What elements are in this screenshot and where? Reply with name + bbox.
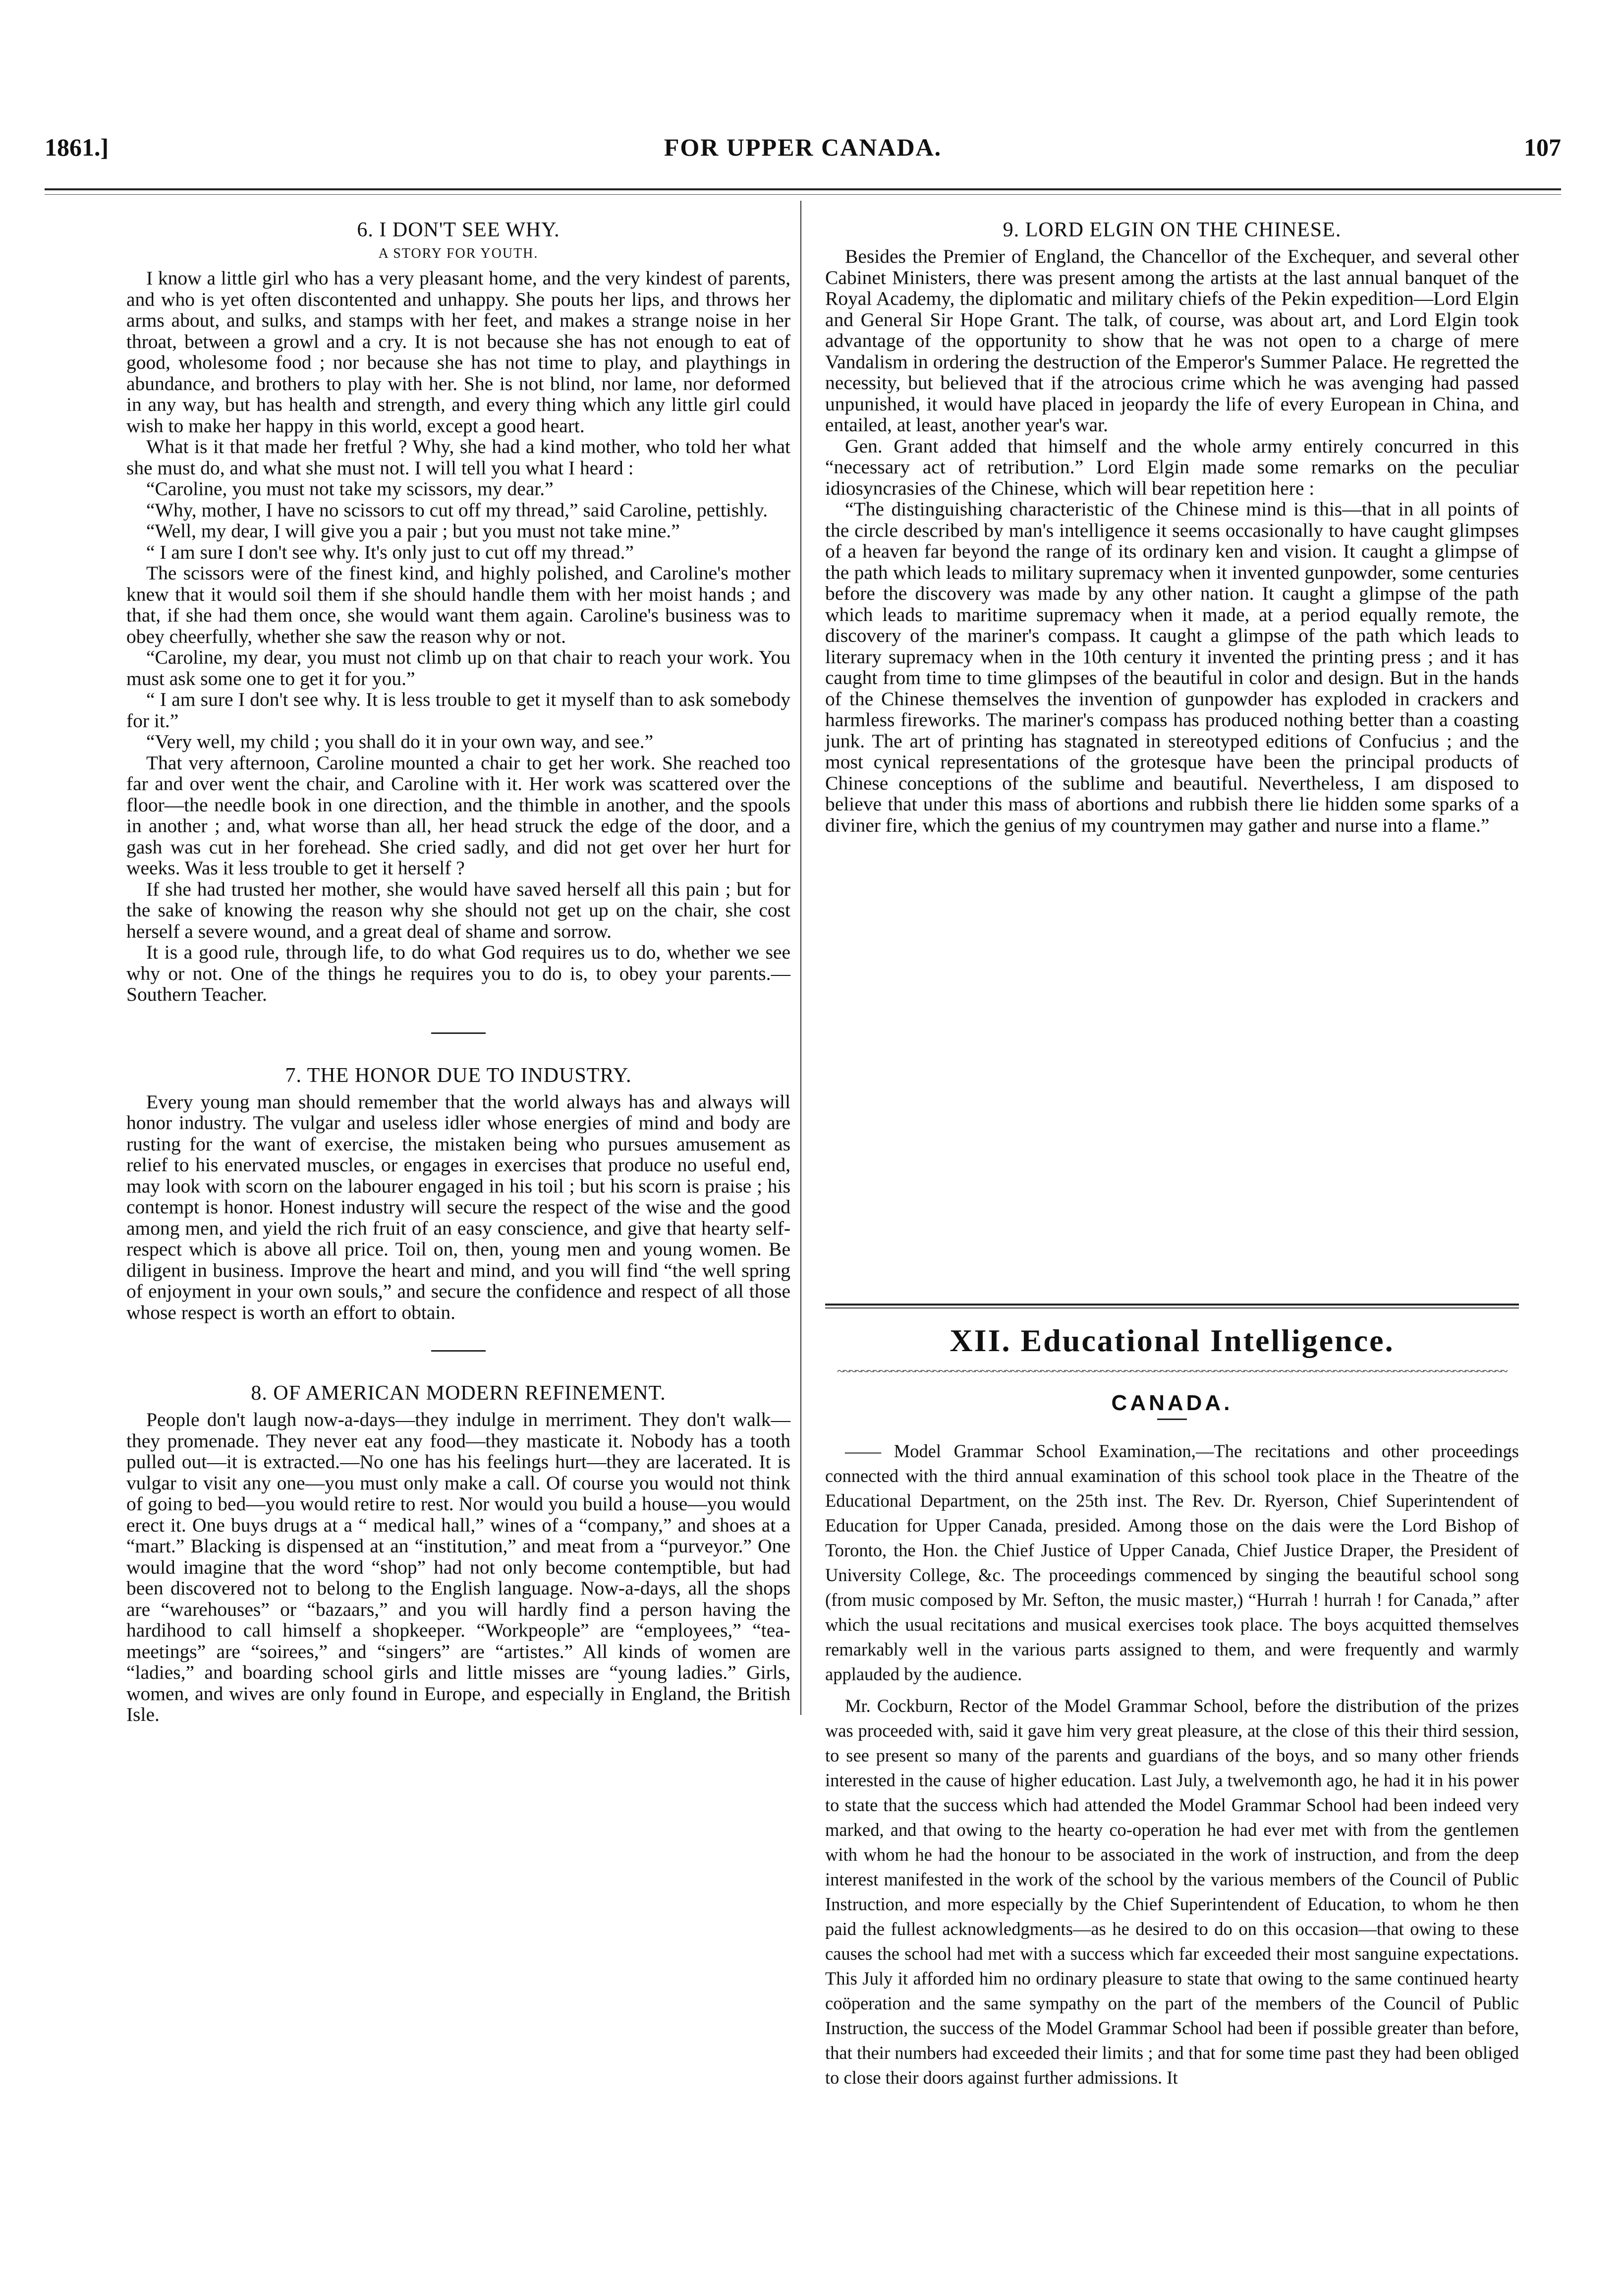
- s6-paragraph: “Well, my dear, I will give you a pair ; but you must not take mine.”: [146, 520, 680, 542]
- s6-paragraph: “Why, mother, I have no scissors to cut off my thread,” said Caroline, pettishly.: [146, 499, 768, 521]
- s6-paragraph: If she had trusted her mother, she would have saved herself all this pain ; but for the sake of knowing the reason why she should not get up on the chair, she cost herself a severe wound, and a great deal of shame and sorrow.: [126, 878, 790, 942]
- canada-subheading: CANADA.: [1111, 1391, 1233, 1415]
- header-title: FOR UPPER CANADA.: [664, 133, 942, 161]
- s12-paragraph: —— Model Grammar School Examination,—The recitations and other proceedings connected with the third annual examination of this school took place in the Theatre of the Educational Department, on the 25th inst. The Rev. Dr. Ryerson, Chief Superintendent of Education for Upper Canada, presided. Among those on the dais were the Lord Bishop of Toronto, the Hon. the Chief Justice of Upper Canada, Chief Justice Draper, the President of University College, &c. The proceedings commenced by singing the beautiful school song (from music composed by Mr. Sefton, the music master,) “Hurrah ! hurrah ! for Canada,” after which the usual recitations and musical exercises took place. The boys acquitted themselves remarkably well in the various parts assigned to them, and were frequently and warmly applauded by the audience.: [825, 1441, 1519, 1684]
- s9-paragraph: “The distinguishing characteristic of the Chinese mind is this—that in all points of the circle described by man's intelligence it seems occasionally to have caught glimpses of a heaven far beyond the range of its ordinary ken and vision. It caught a glimpse of the path which leads to military supremacy when it invented gunpowder, some centuries before the discovery was made by any other nation. It caught a glimpse of the path which leads to maritime supremacy when it made, at a period equally remote, the discovery of the mariner's compass. It caught a glimpse of the path which leads to literary supremacy when in the 10th century it invented the printing press ; and it has caught from time to time glimpses of the beautiful in color and design. But in the hands of the Chinese themselves the invention of gunpowder has exploded in crackers and harmless fireworks. The mariner's compass has produced nothing better than a coasting junk. The art of printing has stagnated in stereotyped editions of Confucius ; and the most cynical representations of the grotesque have been the principal products of Chinese conceptions of the sublime and beautiful. Nevertheless, I am disposed to believe that under this mass of abortions and rubbish there lie hidden some sparks of a diviner fire, which the genius of my countrymen may gather and nurse into a flame.”: [825, 498, 1519, 836]
- s6-paragraph: That very afternoon, Caroline mounted a chair to get her work. She reached too far and over went the chair, and Caroline with it. Her work was scattered over the floor—the needle book in one direction, and the thimble in another, and the spools in another ; and, what worse than all, her head struck the edge of the door, and a gash was cut in her forehead. She cried sadly, and did not get over her hurt for weeks. Was it less trouble to get it herself ?: [126, 751, 790, 879]
- section-12-heading: XII. Educational Intelligence.: [950, 1323, 1395, 1358]
- s6-paragraph: The scissors were of the finest kind, and highly polished, and Caroline's mother knew that it would soil them if she should handle them with her moist hands ; and that, if she had them once, she would want them again. Caroline's business was to obey cheerfully, whether she saw the reason why or not.: [126, 562, 790, 647]
- s6-paragraph: “Caroline, my dear, you must not climb up on that chair to reach your work. You must ask some one to get it for you.”: [126, 646, 790, 689]
- section-rule-thin: [825, 1308, 1519, 1309]
- s6-paragraph: “Very well, my child ; you shall do it in your own way, and see.”: [146, 731, 654, 752]
- section-9-heading: 9. LORD ELGIN ON THE CHINESE.: [1003, 219, 1342, 241]
- column-divider: [800, 201, 801, 1715]
- left-column: [126, 218, 790, 1725]
- section-6-heading: 6. I DON'T SEE WHY.: [357, 219, 560, 241]
- s9-paragraph: Gen. Grant added that himself and the whole army entirely concurred in this “necessary act of retribution.” Lord Elgin made some remarks on the peculiar idiosyncrasies of the Chinese, which will bear repetition here :: [825, 435, 1519, 499]
- educational-intelligence-section: [825, 1284, 1519, 2090]
- s6-paragraph: “ I am sure I don't see why. It is less trouble to get it myself than to ask somebody for it.”: [126, 688, 790, 732]
- s8-paragraph: People don't laugh now-a-days—they indulge in merriment. They don't walk—they promenade. They never eat any food—they masticate it. Nobody has a tooth pulled out—it is extracted.—No one has his feelings hurt—they are lacerated. It is vulgar to visit any one—you must only make a call. Of course you would not think of going to bed—you would retire to rest. Nor would you build a house—you would erect it. One buys drugs at a “ medical hall,” wines of a “company,” and shoes at a “mart.” Blacking is dispensed at an “institution,” and meat from a “purveyor.” One would imagine that the word “shop” had not only become contemptible, but had been discovered not to belong to the English language. Now-a-days, all the shops are “warehouses” or “bazaars,” and you will hardly find a person having the hardihood to call himself a shopkeeper. “Workpeople” are “employees,” “tea-meetings” are “soirees,” and “singers” are “artistes.” All kinds of women are “ladies,” and boarding school girls and little misses are “young ladies.” Girls, women, and wives are only found in Europe, and especially in England, the British Isle.: [126, 1409, 790, 1725]
- running-header: [45, 133, 1561, 172]
- s6-paragraph: It is a good rule, through life, to do what God requires us to do, whether we see why or not. One of the things he requires you to do is, to obey your parents.—Southern Teacher.: [126, 941, 790, 1005]
- right-column: [825, 218, 1519, 836]
- s12-paragraph: Mr. Cockburn, Rector of the Model Grammar School, before the distribution of the prizes was proceeded with, said it gave him very great pleasure, at the close of this their third session, to see present so many of the parents and guardians of the boys, and so many other friends interested in the cause of higher education. Last July, a twelvemonth ago, he had it in his power to state that the success which had attended the Model Grammar School had been indeed very marked, and that owing to the hearty co-operation he had ever met with from the gentlemen with whom he had the honour to be associated in the work of instruction, and from the deep interest manifested in the work of the school by the various members of the Council of Public Instruction, and more especially by the Chief Superintendent of Education, to whom he then paid the fullest acknowledgments—as he desired to do on this occasion—that owing to these causes the school had met with a success which far exceeded their most sanguine expectations. This July it afforded him no ordinary pleasure to state that owing to the same continued hearty coöperation and the same sympathy on the part of the members of the Council of Public Instruction, the success of the Model Grammar School had been if possible greater than before, that their numbers had exceeded their limits ; and that for some time past they had been obliged to close their doors against further admissions. It: [825, 1696, 1519, 2088]
- s9-paragraph: Besides the Premier of England, the Chancellor of the Exchequer, and several other Cabinet Ministers, there was present among the artists at the last annual banquet of the Royal Academy, the diplomatic and military chiefs of the Pekin expedition—Lord Elgin and General Sir Hope Grant. The talk, of course, was about art, and Lord Elgin took advantage of the opportunity to show that he was not open to a charge of mere Vandalism in ordering the destruction of the Emperor's Summer Palace. He regretted the necessity, but believed that if the atrocious crime which he was avenging had passed unpunished, it would have placed in jeopardy the life of every European in China, and entailed, at least, another year's war.: [825, 245, 1519, 436]
- s6-paragraph: “ I am sure I don't see why. It's only just to cut off my thread.”: [146, 541, 634, 563]
- s6-paragraph: “Caroline, you must not take my scissors, my dear.”: [146, 478, 554, 500]
- subheading-rule: [1157, 1419, 1187, 1420]
- section-7-heading: 7. THE HONOR DUE TO INDUSTRY.: [285, 1064, 632, 1087]
- header-year: 1861.]: [45, 133, 109, 161]
- page-number: 107: [1524, 133, 1561, 161]
- section-6-subheading: A STORY FOR YOUTH.: [378, 246, 539, 261]
- section-rule: [825, 1304, 1519, 1306]
- s6-paragraph: What is it that made her fretful ? Why, she had a kind mother, who told her what she must do, and what she must not. I will tell you what I heard :: [126, 436, 790, 479]
- section-divider: [431, 1350, 486, 1352]
- s7-paragraph: Every young man should remember that the world always has and always will honor industry. The vulgar and useless idler whose energies of mind and body are rusting for the want of exercise, the mistaken being who pursues amusement as relief to his enervated muscles, or engages in exercises that produce no useful end, may look with scorn on the labourer engaged in his toil ; but his scorn is praise ; his contempt is honor. Honest industry will secure the respect of the wise and the good among men, and yield the rich fruit of an easy conscience, and give that hearty self-respect which is above all price. Toil on, then, young men and young women. Be diligent in business. Improve the heart and mind, and you will find “the well spring of enjoyment in your own souls,” and secure the confidence and respect of all those whose respect is worth an effort to obtain.: [126, 1090, 790, 1323]
- s6-paragraph: I know a little girl who has a very pleasant home, and the very kindest of parents, and who is yet often discontented and unhappy. She pouts her lips, and throws her arms about, and sulks, and stamps with her feet, and makes a strange noise in her throat, between a growl and a cry. It is not because she has not enough to eat of good, wholesome food ; nor because she has not time to play, and playthings in abundance, and brothers to play with her. She is not blind, nor lame, nor deformed in any way, but has health and strength, and every thing which any little girl could wish to make her happy in this world, except a good heart.: [126, 267, 790, 437]
- section-8-heading: 8. OF AMERICAN MODERN REFINEMENT.: [251, 1382, 666, 1405]
- header-rule: [45, 188, 1561, 190]
- section-divider: [431, 1032, 486, 1034]
- header-rule-thin: [45, 194, 1561, 195]
- wavy-ornament-rule: ~~~~~~~~~~~~~~~~~~~~~~~~~~~~~~~~~~~~~~~~~~~~~~~~~~~~~~~~~~~~~~~~~~~~~~~~~~~~~~~~~~~~~~~~~~~~~~~~~~~~~~~~~~~~~~~~: [837, 1364, 1507, 1378]
